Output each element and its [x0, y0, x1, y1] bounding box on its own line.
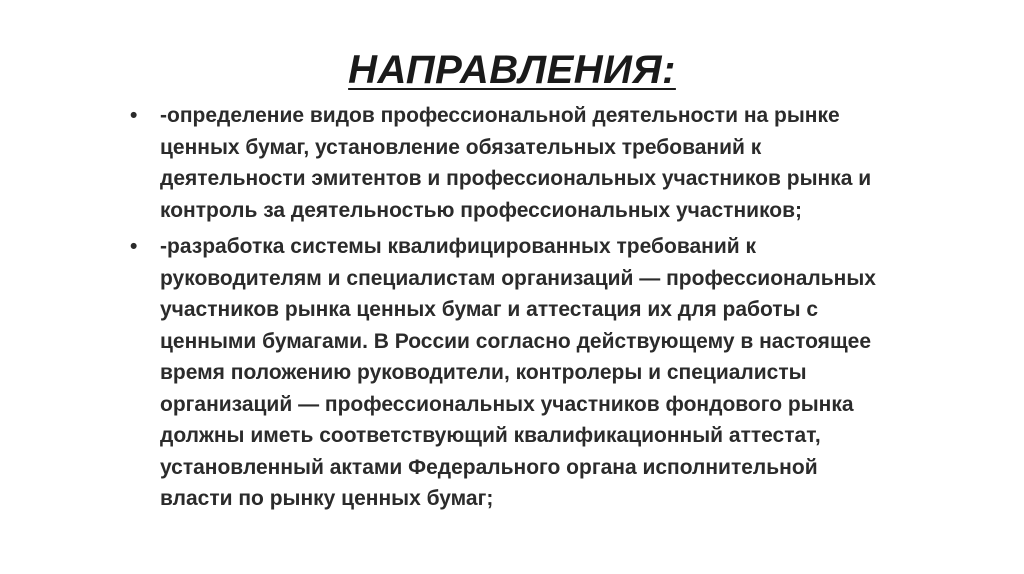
bullet-list [128, 100, 888, 520]
bullet-item-2 [128, 231, 888, 515]
slide-title: НАПРАВЛЕНИЯ: [348, 48, 676, 92]
bullet-text: -определение видов профессиональной деятельности на рынке ценных бумаг, установление обязательных требований к деятельности эмитентов и профессиональных участников рынка и контроль за деятельностью профессиональных участников; [160, 104, 872, 222]
bullet-text: -разработка системы квалифицированных требований к руководителям и специалистам организаций — профессиональных участников рынка ценных бумаг и аттестация их для работы с ценными бумагами. В России согласно действующему в настоящее время положению руководители, контролеры и специалисты организаций — профессиональных участников фондового рынка должны иметь соответствующий квалификационный аттестат, установленный актами Федерального органа исполнительной власти по рынку ценных бумаг; [160, 235, 876, 510]
bullet-dot-icon: • [130, 104, 138, 127]
bullet-dot-icon: • [130, 235, 138, 258]
bullet-item-1 [128, 100, 888, 226]
